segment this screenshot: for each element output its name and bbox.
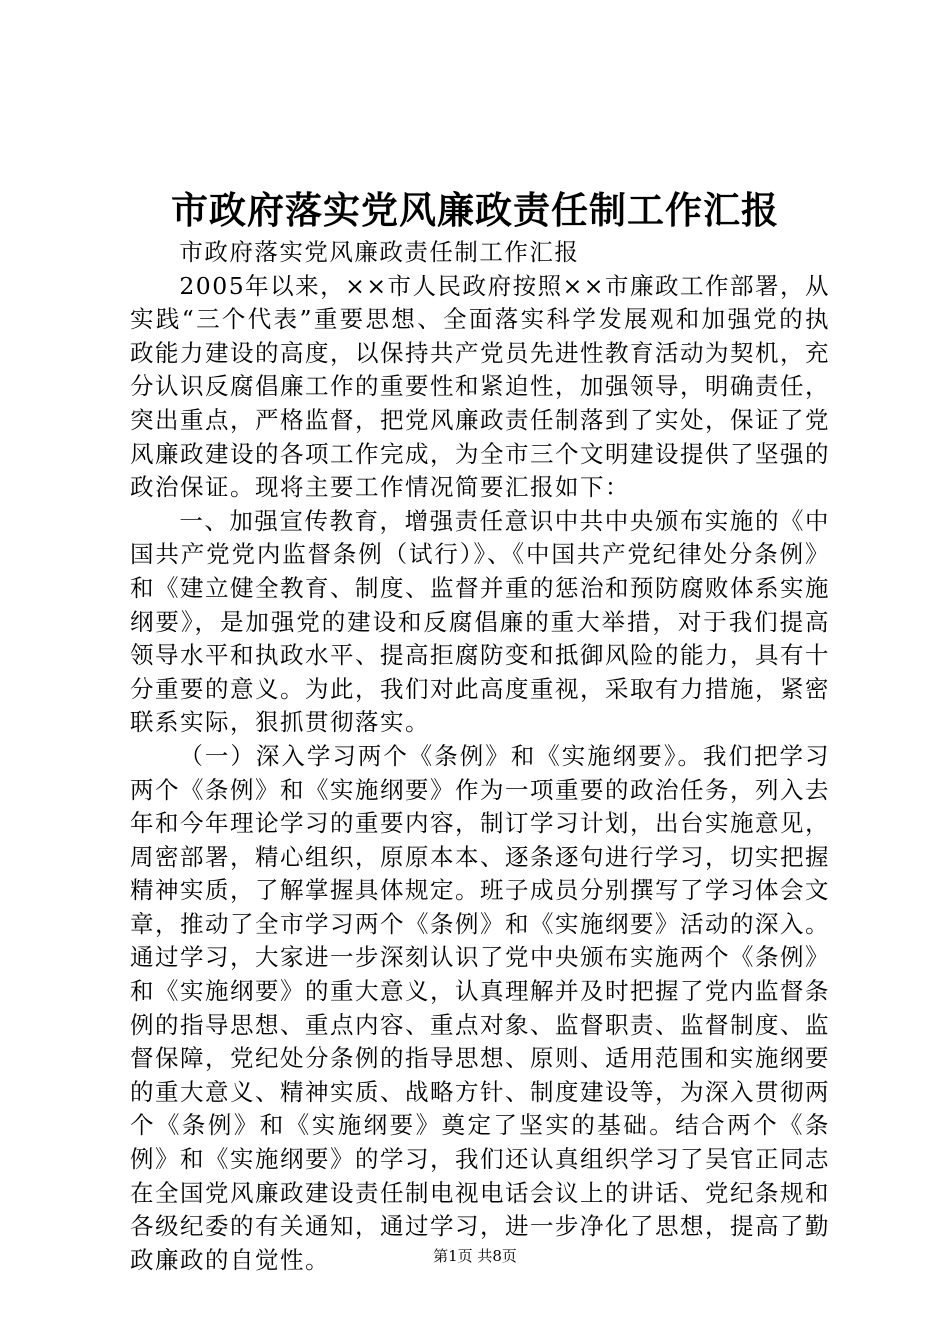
paragraph-section-one-item-one: （一）深入学习两个《条例》和《实施纲要》。我们把学习两个《条例》和《实施纲要》作为一项重要的政治任务，列入去年和今年理论学习的重要内容，制订学习计划，出台实施意见，周密部署，精心组织，原原本本、逐条逐句进行学习，切实把握精神实质，了解掌握具体规定。班子成员分别撰写了学习体会文章，推动了全市学习两个《条例》和《实施纲要》活动的深入。通过学习，大家进一步深刻认识了党中央颁布实施两个《条例》和《实施纲要》的重大意义，认真理解并及时把握了党内监督条例的指导思想、重点内容、重点对象、监督职责、监督制度、监督保障，党纪处分条例的指导思想、原则、适用范围和实施纲要的重大意义、精神实质、战略方针、制度建设等，为深入贯彻两个《条例》和《实施纲要》奠定了坚实的基础。结合两个《条例》和《实施纲要》的学习，我们还认真组织学习了吴官正同志在全国党风廉政建设责任制电视电话会议上的讲话、党纪条规和各级纪委的有关通知，通过学习，进一步净化了思想，提高了勤政廉政的自觉性。	[130, 741, 830, 1274]
document-body	[130, 236, 830, 1277]
paragraph-intro: 2005年以来，××市人民政府按照××市廉政工作部署，从实践“三个代表”重要思想、全面落实科学发展观和加强党的执政能力建设的高度，以保持共产党员先进性教育活动为契机，充分认识反腐倡廉工作的重要性和紧迫性，加强领导，明确责任，突出重点，严格监督，把党风廉政责任制落到了实处，保证了党风廉政建设的各项工作完成，为全市三个文明建设提供了坚强的政治保证。现将主要工作情况简要汇报如下：	[130, 271, 830, 502]
page-footer: 第1页 共8页	[433, 1247, 517, 1265]
paragraph-section-one: 一、加强宣传教育，增强责任意识中共中央颁布实施的《中国共产党党内监督条例（试行）》、《中国共产党纪律处分条例》和《建立健全教育、制度、监督并重的惩治和预防腐败体系实施纲要》，是加强党的建设和反腐倡廉的重大举措，对于我们提高领导水平和执政水平、提高拒腐防变和抵御风险的能力，具有十分重要的意义。为此，我们对此高度重视，采取有力措施，紧密联系实际，狠抓贯彻落实。	[130, 506, 830, 737]
document-title: 市政府落实党风廉政责任制工作汇报	[171, 188, 779, 232]
document-subtitle: 市政府落实党风廉政责任制工作汇报	[179, 238, 580, 266]
